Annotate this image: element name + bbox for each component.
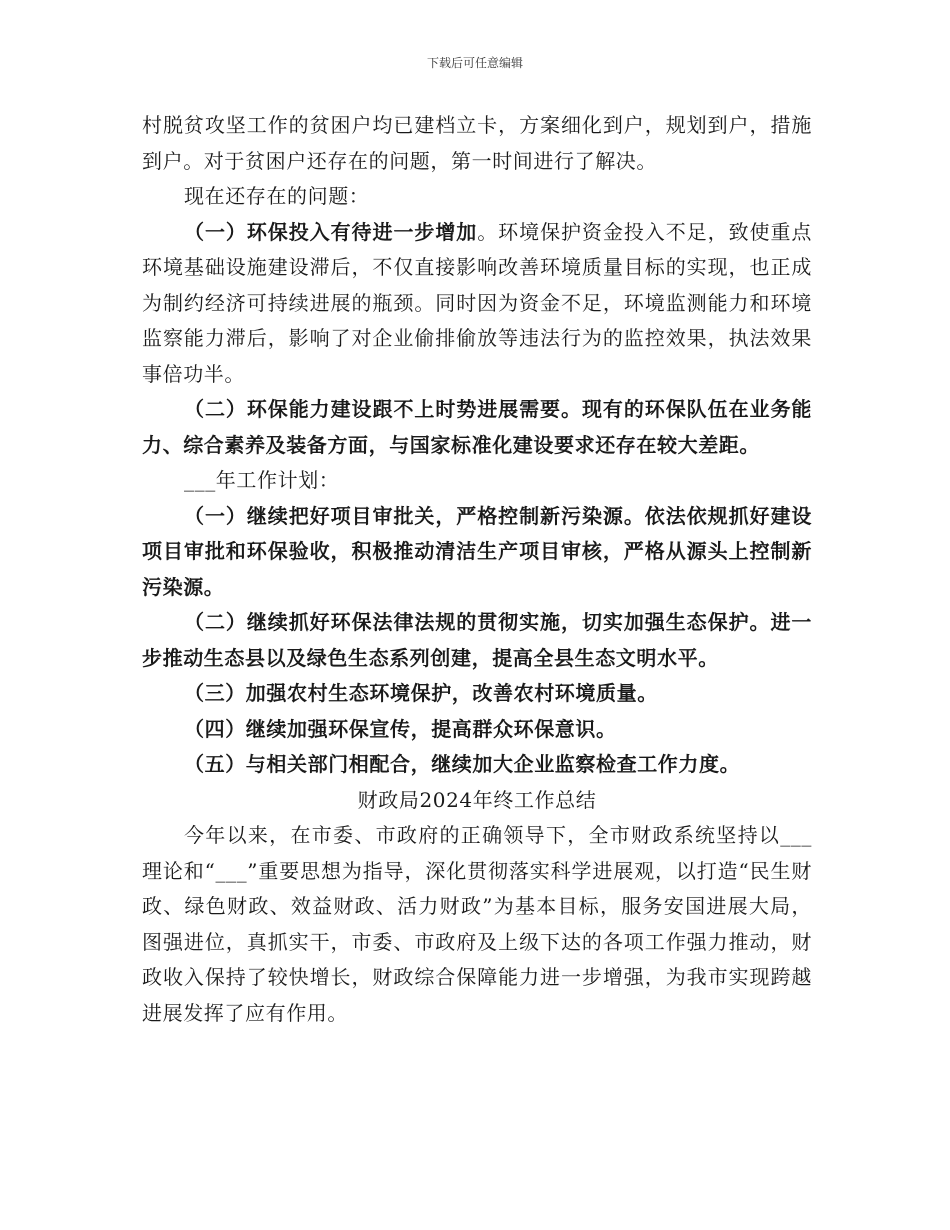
document-body [142,108,812,1031]
page-header: 下载后可任意编辑 [426,56,523,70]
paragraph-plan-3: （三）加强农村生态环境保护，改善农村环境质量。 [184,681,658,705]
paragraph-problem-1 [142,215,812,393]
paragraph-poverty: 村脱贫攻坚工作的贫困户均已建档立卡，方案细化到户，规划到户，措施到户。对于贫困户还存在的问题，第一时间进行了解决。 [142,113,812,173]
paragraph-problem-2: （二）环保能力建设跟不上时势进展需要。现有的环保队伍在业务能力、综合素养及装备方面，与国家标准化建设要求还存在较大差距。 [142,397,812,457]
paragraph-plan-5: （五）与相关部门相配合，继续加大企业监察检查工作力度。 [184,752,741,776]
problem-1-heading: （一）环保投入有待进一步增加 [184,219,478,244]
paragraph-plan-2: （二）继续抓好环保法律法规的贯彻实施，切实加强生态保护。进一步推动生态县以及绿色生态系列创建，提高全县生态文明水平。 [142,610,812,670]
problem-1-text: 。环境保护资金投入不足，致使重点环境基础设施建设滞后，不仅直接影响改善环境质量目标的实现，也正成为制约经济可持续进展的瓶颈。同时因为资金不足，环境监测能力和环境监察能力滞后，影响了对企业偷排偷放等违法行为的监控效果，执法效果事倍功半。 [142,219,812,386]
paragraph-work-plan: ___年工作计划： [184,468,340,492]
paragraph-plan-4: （四）继续加强环保宣传，提高群众环保意识。 [184,716,617,741]
section-title: 财政局2024年终工作总结 [357,787,597,812]
paragraph-existing-problems: 现在还存在的问题： [184,184,370,208]
paragraph-finance-summary: 今年以来，在市委、市政府的正确领导下，全市财政系统坚持以___理论和“___”重要思想为指导，深化贯彻落实科学进展观，以打造“民生财政、绿色财政、效益财政、活力财政”为基本目标，服务安国进展大局，图强进位，真抓实干，市委、市政府及上级下达的各项工作强力推动，财政收入保持了较快增长，财政综合保障能力进一步增强，为我市实现跨越进展发挥了应有作用。 [142,823,812,1025]
paragraph-plan-1: （一）继续把好项目审批关，严格控制新污染源。依法依规抓好建设项目审批和环保验收，积极推动清洁生产项目审核，严格从源头上控制新污染源。 [142,503,812,599]
